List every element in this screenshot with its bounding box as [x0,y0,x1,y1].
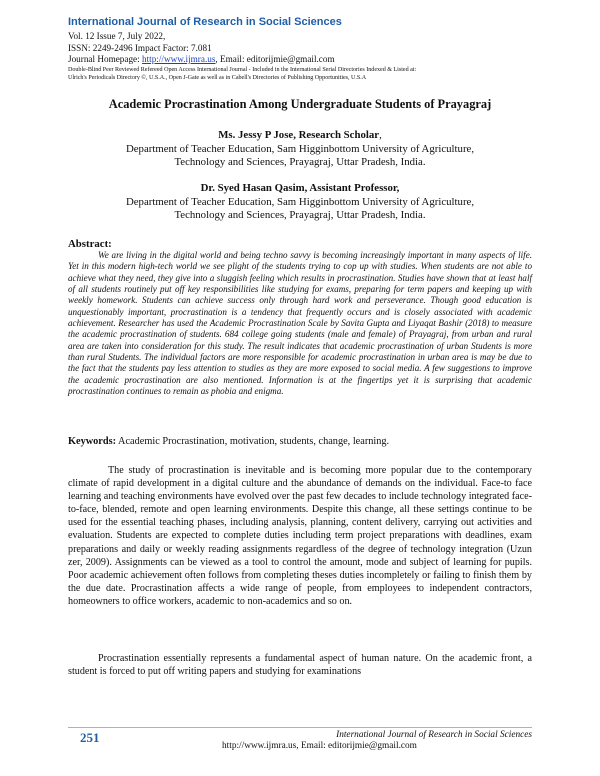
keywords-label: Keywords: [68,436,117,447]
keywords-line [68,436,538,447]
keywords-text: Academic Procrastination, motivation, students, change, learning. [116,436,390,447]
author-name-1: Ms. Jessy P Jose, Research Scholar [218,129,380,141]
author-affiliation-1a: Department of Teacher Education, Sam Higginbottom University of Agriculture, [125,142,475,155]
journal-title: International Journal of Research in Social Sciences [68,16,342,28]
footer-link[interactable]: http://www.ijmra.us [222,741,297,751]
author-affiliation-2a: Department of Teacher Education, Sam Higginbottom University of Agriculture, [125,195,475,208]
journal-meta [68,31,546,83]
author-name-2: Dr. Syed Hasan Qasim, Assistant Professor, [200,182,400,194]
homepage-label: Journal Homepage: [68,54,142,65]
indexing-line-2: Ulrich's Periodicals Directory ©, U.S.A., Open J-Gate as well as in Cabell's Directories of Publishing Opportunities, U.S.A [68,75,367,82]
footer-journal-name: International Journal of Research in Social Sciences [336,730,532,740]
abstract-text: We are living in the digital world and being techno savvy is becoming increasingly important in many aspects of life. Yet in this modern high-tech world we see plight of the students trying to cop up with studies. When students are not able to achieve what they need, they give into a sluggish feeling which results in procrastination. Studies have shown that at least half of all students routinely put off key responsibilities like studying for exams, preparing for term papers and keeping up with weekly homework. Students can achieve success only through hard work and perseverance. Though good education is unquestionably important, procrastination is a tendency that frequently occurs and is closely associated with academic achievement. Researcher has used the Academic Procrastination Scale by Savita Gupta and Liyaqat Bashir (2018) to measure the academic procrastination of students. 684 college going students (male and female) of Prayagraj, from urban and rural area are taken into consideration for this study. The result indicates that academic procrastination of urban Students is more than rural Students. The individual factors are more responsible for academic procrastination in urban area is may be due to the fact that the students pay less attention to studies as they are more exposed to social media. A few suggestions to improve the academic procrastination are also mentioned. Information is at the fingertips yet it is surprising that academic procrastination continues to remain as phobia and enigma. [68,250,532,397]
paper-title: Academic Procrastination Among Undergraduate Students of Prayagraj [108,97,492,111]
footer-contact [222,741,417,751]
body-paragraph-2: Procrastination essentially represents a fundamental aspect of human nature. On the academic front, a student is forced to put off writing papers and studying for examinations [68,653,532,678]
header-email: , Email: editorijmie@gmail.com [215,54,335,65]
homepage-link[interactable]: http://www.ijmra.us [142,54,216,65]
author-block-1 [0,129,600,170]
author-block-2 [0,182,600,223]
page-number: 251 [80,730,100,745]
footer-email: , Email: editorijmie@gmail.com [296,741,417,751]
author-affiliation-1b: Technology and Sciences, Prayagraj, Uttar Pradesh, India. [174,156,426,169]
indexing-line-1: Double-Blind Peer Reviewed Refereed Open Access International Journal - Included in the International Serial Directories Indexed & Listed at: [68,66,417,73]
footer-divider [68,727,532,728]
issn-line: ISSN: 2249-2496 Impact Factor: 7.081 [68,42,212,53]
abstract-heading: Abstract: [68,238,112,250]
volume-line: Vol. 12 Issue 7, July 2022, [68,31,166,41]
body-paragraph-1: The study of procrastination is inevitable and is becoming more popular due to the contemporary climate of rapid development in a digital culture and the abundance of demands on the individual. Face-to face learning and teaching environments have evolved over the past few decades to include technology integrated face-to-face, blended, remote and open learning environments. Despite this change, all these settings continue to be used for the essential teaching phases, including analysis, planning, content delivery, carrying out activities and evaluation. Students are expected to complete duties including term project preparations with deadlines, exam preparations and daily or weekly reading assignments regardless of the degree of technology integration (Uzun zer, 2009). Assignments can be viewed as a tool to control the amount, mode and subject of learning for pupils. Poor academic achievement often follows from completing theses duties incompletely or failing to finish them by the due date. Procrastination affects a wide range of people, from employees to independent contractors, homeowners to office workers, academic to non-academics and so on. [68,465,532,607]
homepage-line [68,54,546,66]
author-name-1-suffix: , [379,129,382,141]
author-affiliation-2b: Technology and Sciences, Prayagraj, Uttar Pradesh, India. [174,209,426,222]
